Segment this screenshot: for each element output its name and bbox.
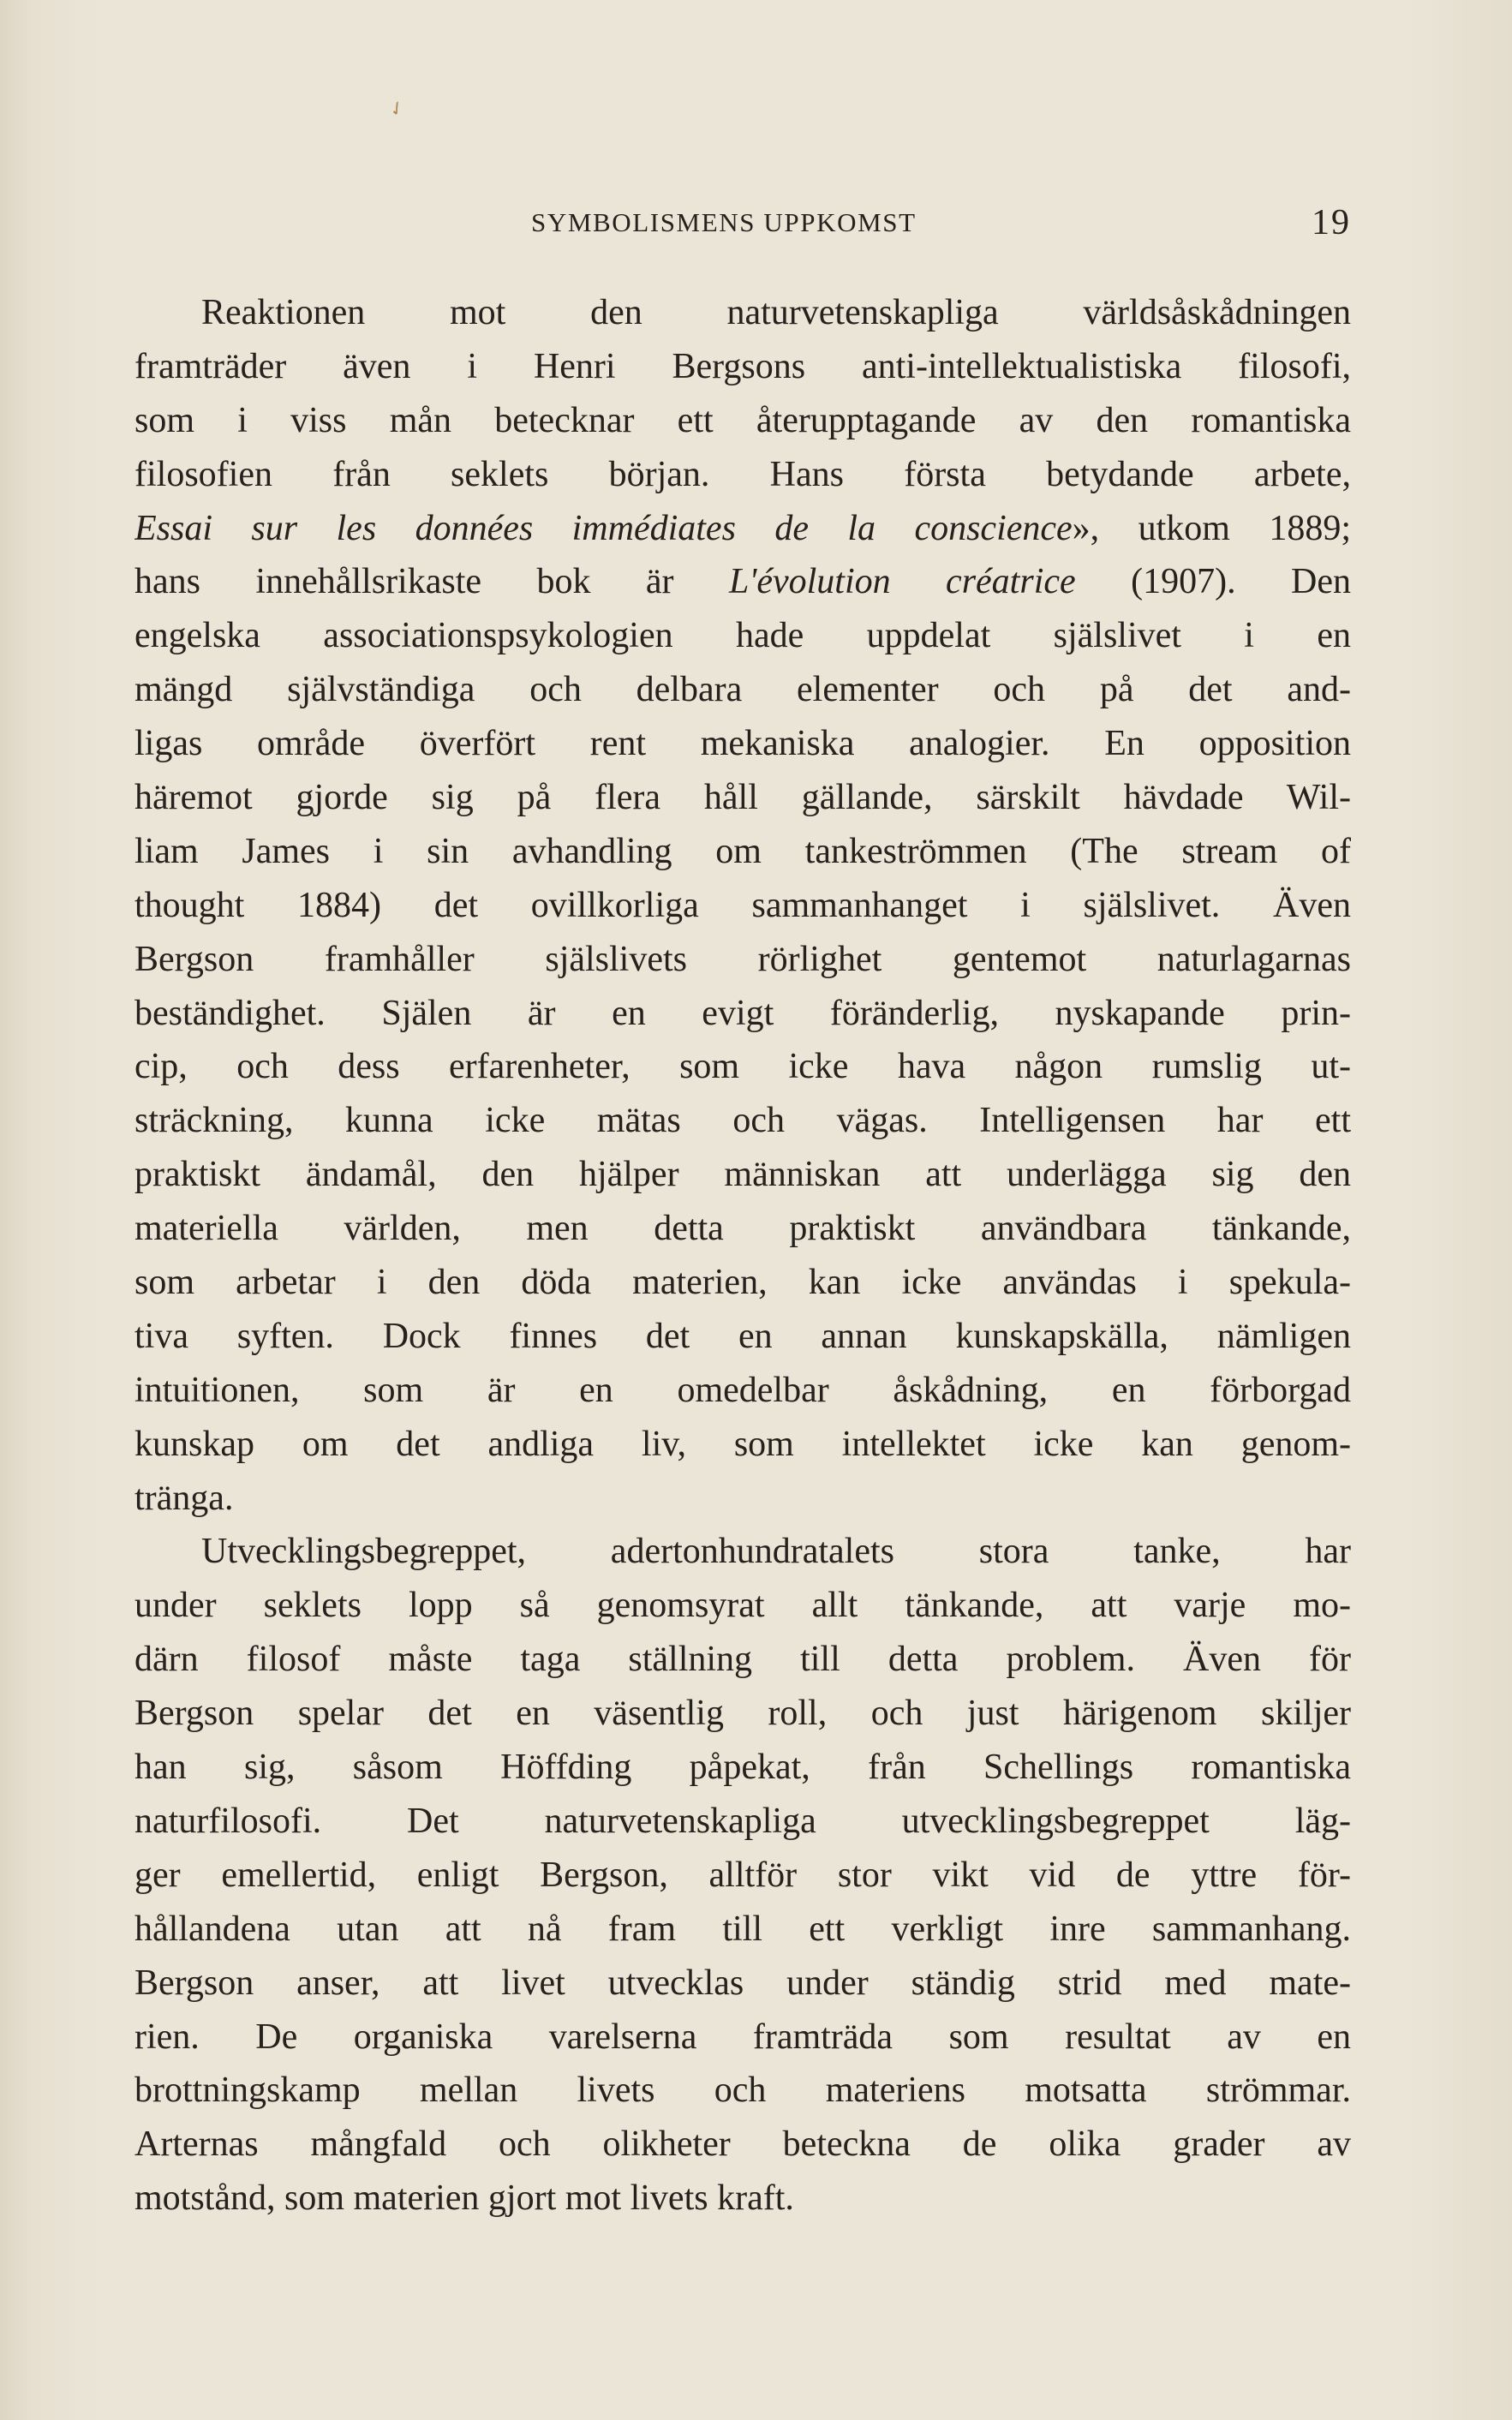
text-line: under seklets lopp så genomsyrat allt tänkande, att varje mo- [134,1586,1351,1626]
text-line: Bergson anser, att livet utvecklas under ständig strid med mate- [134,1963,1351,2003]
running-title: SYMBOLISMENS UPPKOMST [531,207,917,237]
text-line: hållandena utan att nå fram till ett verkligt inre sammanhang. [134,1909,1351,1949]
text-line: intuitionen, som är en omedelbar åskådning, en förborgad [134,1370,1351,1410]
text-line: Bergson spelar det en väsentlig roll, och just härigenom skiljer [134,1694,1351,1734]
text-line [134,555,1351,609]
text-line: framträder även i Henri Bergsons anti-intellektualistiska filosofi, [134,346,1351,386]
italic-title: L'évolution créatrice [728,562,1076,602]
line-text: », utkom 1889; [1072,508,1351,548]
text-line: kunskap om det andliga liv, som intellektet icke kan genom- [134,1424,1351,1464]
text-line: Arternas mångfald och olikheter beteckna de olika grader av [134,2124,1351,2165]
text-line: engelska associationspsykologien hade uppdelat själslivet i en [134,616,1351,656]
margin-pencil-mark: ✓ [384,95,409,122]
line-text: (1907). Den [1075,562,1351,602]
text-line: filosofien från seklets början. Hans första betydande arbete, [134,454,1351,494]
text-line: mängd självständiga och delbara elementer och på det and- [134,670,1351,710]
italic-title: Essai sur les données immédiates de la conscience [134,508,1073,548]
text-line: som i viss mån betecknar ett återupptagande av den romantiska [134,400,1351,440]
text-line: thought 1884) det ovillkorliga sammanhanget i själslivet. Även [134,885,1351,925]
paragraph [134,286,1351,1525]
text-line: cip, och dess erfarenheter, som icke hava någon rumslig ut- [134,1047,1351,1087]
text-line: som arbetar i den döda materien, kan icke användas i spekula- [134,1263,1351,1303]
text-line: motstånd, som materien gjort mot livets kraft. [134,2178,794,2219]
text-line: därn filosof måste taga ställning till detta problem. Även för [134,1640,1351,1680]
text-line: naturfilosofi. Det naturvetenskapliga utvecklingsbegreppet läg- [134,1801,1351,1841]
text-line: beständighet. Själen är en evigt föränderlig, nyskapande prin- [134,993,1351,1033]
text-line: Reaktionen mot den naturvetenskapliga världsåskådningen [201,293,1351,332]
text-line: praktiskt ändamål, den hjälper människan att underlägga sig den [134,1155,1351,1195]
body-text [134,286,1351,2226]
text-line [134,502,1351,556]
text-line: ligas område överfört rent mekaniska analogier. En opposition [134,724,1351,764]
page-header [134,201,1351,244]
text-line: brottningskamp mellan livets och materiens motsatta strömmar. [134,2070,1351,2111]
text-line: liam James i sin avhandling om tankeströmmen (The stream of [134,831,1351,871]
paragraph [134,1525,1351,2226]
text-line: tränga. [134,1478,234,1518]
text-line: han sig, såsom Höffding påpekat, från Schellings romantiska [134,1748,1351,1788]
line-text: hans innehållsrikaste bok är [134,562,729,602]
text-line: materiella världen, men detta praktiskt användbara tänkande, [134,1209,1351,1249]
text-line: sträckning, kunna icke mätas och vägas. Intelligensen har ett [134,1101,1351,1141]
text-line: häremot gjorde sig på flera håll gällande, särskilt hävdade Wil- [134,778,1351,818]
text-line: rien. De organiska varelserna framträda som resultat av en [134,2017,1351,2057]
text-line: tiva syften. Dock finnes det en annan kunskapskälla, nämligen [134,1316,1351,1356]
page-number: 19 [1312,203,1351,242]
text-line: ger emellertid, enligt Bergson, alltför stor vikt vid de yttre för- [134,1855,1351,1895]
text-line: Utvecklingsbegreppet, adertonhundratalets stora tanke, har [201,1532,1351,1572]
text-line: Bergson framhåller själslivets rörlighet gentemot naturlagarnas [134,939,1351,979]
